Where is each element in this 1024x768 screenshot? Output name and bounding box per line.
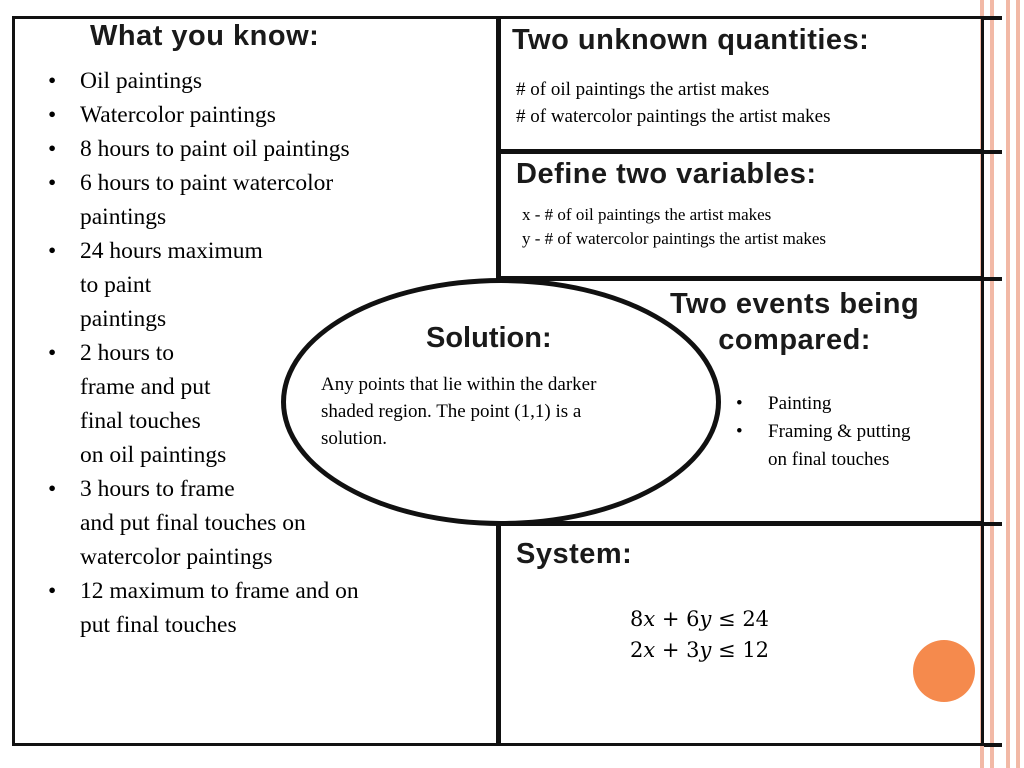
know-item-line: paintings [80, 204, 167, 230]
event-item [734, 390, 911, 418]
stripe [990, 0, 994, 768]
know-item [44, 132, 484, 166]
decorative-stripes [980, 0, 1024, 768]
divider-tick [984, 16, 1002, 20]
know-item [44, 64, 484, 98]
variable-definition-line: y - # of watercolor paintings the artist makes [522, 229, 827, 248]
know-item-line: frame and put [80, 374, 211, 400]
divider-tick [984, 743, 1002, 747]
system-heading: System: [516, 538, 633, 570]
solution-line: Any points that lie within the darker [321, 374, 597, 395]
know-item-line: on oil paintings [80, 442, 227, 468]
know-item [44, 166, 484, 234]
unknown-quantity-line: # of oil paintings the artist makes [516, 79, 770, 100]
know-item-line: • 6 hours to paint watercolor [80, 170, 334, 196]
know-item-line: • Oil paintings [80, 68, 203, 94]
system-equations [630, 604, 769, 666]
variable-definition-line: x - # of oil paintings the artist makes [522, 205, 772, 224]
know-item-line: paintings [80, 306, 167, 332]
know-item-line: to paint [80, 272, 152, 298]
event-item [734, 418, 911, 474]
define-variables-text [522, 203, 826, 251]
divider-horizontal [498, 521, 984, 526]
know-item [44, 98, 484, 132]
unknown-quantities-text [516, 76, 830, 130]
event-item-line: on final touches [768, 449, 890, 470]
events-heading [670, 286, 919, 358]
know-item [44, 574, 484, 642]
solution-text [321, 371, 721, 452]
solution-line: solution. [321, 428, 387, 449]
unknown-quantities-heading: Two unknown quantities: [512, 24, 870, 56]
know-item-line: • 3 hours to frame [80, 476, 235, 502]
unknown-quantity-line: # of watercolor paintings the artist makes [516, 106, 831, 127]
accent-dot [913, 640, 975, 702]
know-item-line: • 12 maximum to frame and on [80, 578, 359, 604]
solution-heading: Solution: [426, 322, 552, 354]
events-list [734, 390, 911, 474]
equation: 2𝑥 + 3𝑦 ≤ 12 [630, 638, 770, 662]
define-variables-heading: Define two variables: [516, 158, 817, 190]
events-heading-line: compared: [718, 324, 871, 356]
equation: 8𝑥 + 6𝑦 ≤ 24 [630, 607, 770, 631]
stripe [1016, 0, 1020, 768]
know-item-line: and put final touches on [80, 510, 306, 536]
stripe [1006, 0, 1010, 768]
event-item-line: • Framing & putting [768, 421, 911, 442]
event-item-line: • Painting [768, 393, 832, 414]
divider-horizontal [498, 149, 984, 154]
know-item-line: • 24 hours maximum [80, 238, 263, 264]
know-item-line: • Watercolor paintings [80, 102, 276, 128]
know-item-line: • 8 hours to paint oil paintings [80, 136, 350, 162]
what-you-know-heading: What you know: [90, 20, 320, 52]
divider-tick [984, 522, 1002, 526]
know-item-line: final touches [80, 408, 201, 434]
divider-tick [984, 277, 1002, 281]
events-heading-line: Two events being [670, 288, 920, 320]
know-item-line: • 2 hours to [80, 340, 174, 366]
know-item-line: watercolor paintings [80, 544, 273, 570]
divider-tick [984, 150, 1002, 154]
know-item-line: put final touches [80, 612, 237, 638]
solution-line: shaded region. The point (1,1) is a [321, 401, 582, 422]
divider-horizontal [498, 276, 984, 281]
